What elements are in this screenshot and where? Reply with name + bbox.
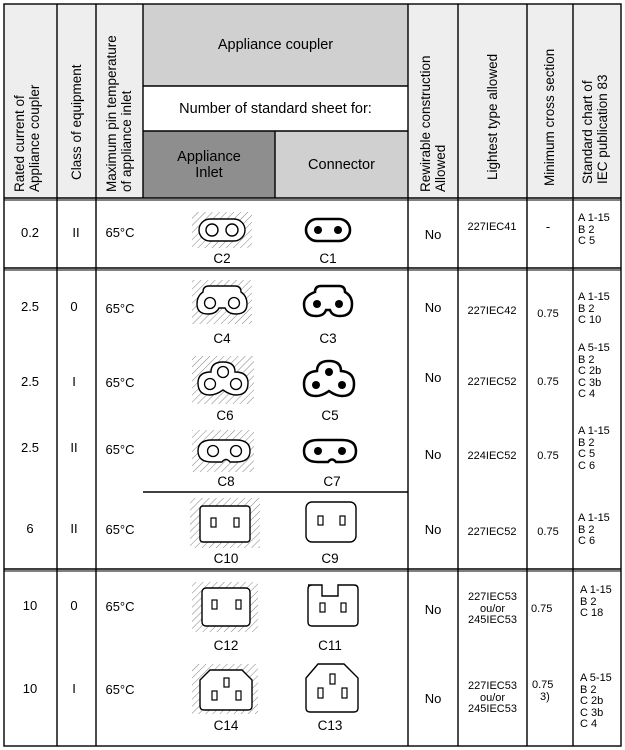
row-6-current: 10 [22, 681, 38, 696]
row-2-chart-1: A 5-15 [578, 342, 610, 354]
c6-inlet-icon [192, 356, 254, 404]
c12-inlet-icon [192, 582, 258, 632]
c8-inlet-icon [192, 430, 254, 472]
row-1-chart-2: B 2 [578, 302, 595, 315]
row-5-chart-1: A 1-15 [580, 584, 612, 596]
row-1-inlet-label: C4 [213, 331, 231, 346]
standard-chart-line1: Standard chart of [580, 80, 595, 184]
row-4-connector-label: C9 [321, 551, 339, 566]
connector-header-text: Connector [308, 156, 375, 173]
appliance-inlet-line2: Inlet [195, 164, 223, 181]
row-6-chart-3: C 2b [580, 695, 604, 707]
row-2-chart-4: C 3b [578, 376, 602, 389]
row-1-class: 0 [70, 299, 78, 314]
row-5-temp: 65°C [105, 599, 135, 614]
c7-connector-icon [304, 440, 356, 462]
row-2-inlet-label: C6 [216, 408, 234, 423]
row-1-rewirable: No [424, 300, 442, 315]
row-2-cross: 0.75 [537, 376, 559, 388]
row-1-connector-label: C3 [319, 331, 337, 346]
row-3-chart-2: B 2 [578, 436, 595, 449]
row-3-chart-4: C 6 [578, 459, 596, 472]
row-3-connector-label: C7 [323, 474, 341, 489]
rated-current-line1: Rated current of [12, 95, 27, 192]
row-2-chart-2: B 2 [578, 353, 595, 366]
row-0-type: 227IEC41 [467, 221, 517, 233]
row-6-class: I [72, 681, 76, 696]
row-4-chart-1: A 1-15 [578, 512, 610, 524]
row-0-connector-label: C1 [319, 251, 337, 266]
row-0-temp: 65°C [105, 225, 135, 240]
row-0-class: II [72, 225, 80, 240]
row-6-chart-2: B 2 [580, 683, 597, 696]
row-1-chart-1: A 1-15 [578, 291, 610, 303]
row-6-connector-label: C13 [317, 718, 343, 733]
row-0-chart-2: B 2 [578, 223, 595, 236]
c2-inlet-icon [192, 212, 252, 248]
row-6-cross-value: 0.75 [532, 679, 554, 691]
row-3-inlet-label: C8 [217, 474, 235, 489]
c9-connector-icon [306, 502, 356, 542]
row-4-temp: 65°C [105, 522, 135, 537]
row-4-inlet-label: C10 [213, 551, 239, 566]
row-2-rewirable: No [424, 370, 442, 385]
row-5-type-2: ou/or [479, 602, 506, 615]
row-1-chart-3: C 10 [578, 314, 602, 326]
row-6-type-2: ou/or [479, 691, 506, 704]
row-5-chart-2: B 2 [580, 595, 597, 608]
c1-connector-icon [306, 219, 350, 241]
rated-current-line2: Appliance coupler [27, 84, 42, 192]
row-3-chart-1: A 1-15 [578, 425, 610, 437]
row-2-connector-label: C5 [321, 408, 339, 423]
row-3-rewirable: No [424, 447, 442, 462]
row-5-rewirable: No [424, 602, 442, 617]
row-0-rewirable: No [424, 227, 442, 242]
row-2-current: 2.5 [20, 374, 40, 389]
row-2-class: I [72, 374, 76, 389]
row-2-temp: 65°C [105, 375, 135, 390]
row-6-chart-1: A 5-15 [580, 672, 612, 684]
row-3-temp: 65°C [105, 442, 135, 457]
row-5-cross: 0.75 [531, 603, 553, 615]
row-5-inlet-label: C12 [213, 638, 239, 653]
row-2-chart-3: C 2b [578, 365, 602, 377]
row-2-chart-5: C 4 [578, 388, 596, 400]
row-6-cross-note: 3) [540, 690, 550, 703]
row-3-current: 2.5 [20, 440, 40, 455]
appliance-inlet-line1: Appliance [177, 148, 241, 165]
row-2-type: 227IEC52 [467, 376, 517, 388]
row-0-chart-3: C 5 [578, 235, 596, 247]
row-1-current: 2.5 [20, 299, 40, 314]
row-4-type: 227IEC52 [467, 526, 517, 538]
c10-inlet-icon [190, 498, 260, 548]
c11-connector-icon [308, 585, 358, 626]
row-3-cross: 0.75 [537, 450, 559, 462]
row-4-chart-3: C 6 [578, 535, 596, 547]
row-1-cross: 0.75 [537, 308, 559, 320]
row-6-chart-5: C 4 [580, 718, 598, 730]
c14-inlet-icon [192, 664, 258, 714]
row-0-current: 0.2 [20, 225, 40, 240]
row-4-cross: 0.75 [537, 526, 559, 538]
rewirable-line1: Rewirable construction [418, 55, 433, 192]
row-6-type-1: 227IEC53 [468, 680, 517, 692]
row-1-type: 227IEC42 [467, 305, 517, 317]
c4-inlet-icon [192, 280, 252, 324]
row-0-cross: - [545, 219, 551, 234]
min-cross-section-header-text: Minimum cross section [542, 48, 557, 186]
class-header-text: Class of equipment [69, 64, 84, 180]
row-0-inlet-label: C2 [213, 251, 231, 266]
row-5-class: 0 [70, 598, 78, 613]
c13-connector-icon [306, 664, 358, 712]
standard-chart-line2: IEC publication 83 [595, 74, 610, 184]
c5-connector-icon [304, 361, 354, 396]
row-3-class: II [70, 440, 78, 455]
c3-connector-icon [304, 286, 352, 316]
max-pin-temp-line1: Maximum pin temperature [104, 35, 119, 192]
appliance-coupler-header-text: Appliance coupler [217, 37, 334, 53]
row-1-temp: 65°C [105, 301, 135, 316]
row-6-rewirable: No [424, 691, 442, 706]
row-4-rewirable: No [424, 522, 442, 537]
row-6-temp: 65°C [105, 682, 135, 697]
row-3-type: 224IEC52 [467, 450, 517, 462]
row-0-chart-1: A 1-15 [578, 212, 610, 224]
lightest-type-header-text: Lightest type allowed [485, 53, 500, 180]
row-5-connector-label: C11 [318, 638, 342, 653]
row-5-type-3: 245IEC53 [468, 614, 517, 626]
row-3-chart-3: C 5 [578, 448, 596, 460]
row-6-inlet-label: C14 [213, 718, 239, 733]
row-4-current: 6 [26, 521, 34, 536]
standard-sheet-header-text: Number of standard sheet for: [179, 100, 372, 117]
row-5-type-1: 227IEC53 [468, 591, 517, 603]
row-6-type-3: 245IEC53 [468, 703, 517, 715]
max-pin-temp-line2: of appliance inlet [119, 90, 134, 192]
row-5-current: 10 [22, 598, 38, 613]
row-5-chart-3: C 18 [580, 607, 604, 619]
rewirable-line2: Allowed [433, 144, 448, 192]
row-6-chart-4: C 3b [580, 706, 604, 719]
row-4-chart-2: B 2 [578, 523, 595, 536]
row-4-class: II [70, 521, 78, 536]
